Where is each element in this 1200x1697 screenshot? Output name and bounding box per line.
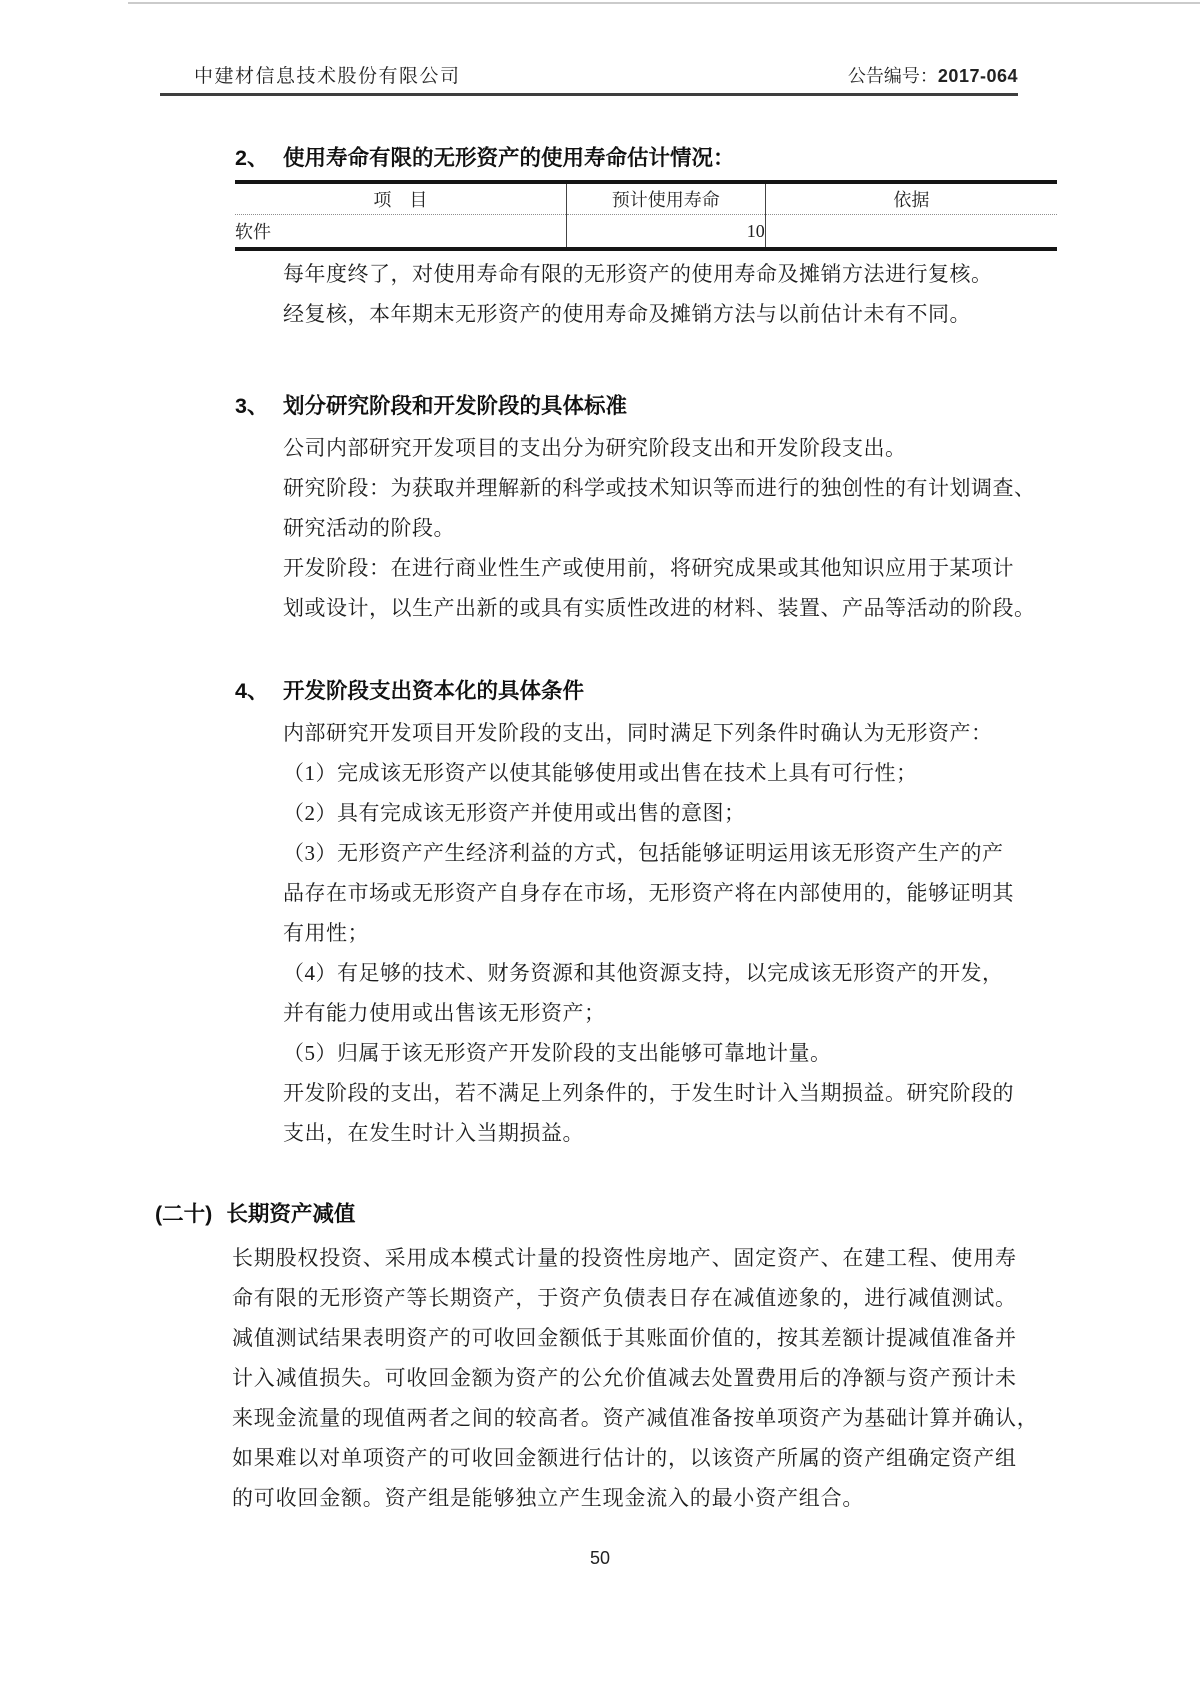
page-footer xyxy=(0,1548,1200,1569)
section-3-number: 3、 xyxy=(235,394,269,418)
paragraph-line: 命有限的无形资产等长期资产，于资产负债表日存在减值迹象的，进行减值测试。 xyxy=(232,1286,1017,1310)
section-2-heading xyxy=(235,138,1057,178)
table-header-item: 项 目 xyxy=(235,182,566,215)
table-header-row xyxy=(235,182,1057,215)
paragraph-line: （3）无形资产产生经济利益的方式，包括能够证明运用该无形资产生产的产 xyxy=(283,841,1004,865)
table-header-expected-life: 预计使用寿命 xyxy=(566,182,765,215)
page-number: 50 xyxy=(589,1548,611,1568)
table-cell-expected-life: 10 xyxy=(566,215,765,250)
document-body xyxy=(155,138,1057,1518)
paragraph-line: 如果难以对单项资产的可收回金额进行估计的，以该资产所属的资产组确定资产组 xyxy=(232,1446,1017,1470)
announcement-number-value: 2017-064 xyxy=(937,66,1018,86)
section-3-paragraph xyxy=(283,428,1057,628)
section-20-heading xyxy=(155,1194,1057,1234)
scan-artifact-top-line xyxy=(128,2,1200,4)
paragraph-line: （2）具有完成该无形资产并使用或出售的意图； xyxy=(283,801,746,825)
section-2-paragraph xyxy=(283,254,1057,334)
paragraph-line: 公司内部研究开发项目的支出分为研究阶段支出和开发阶段支出。 xyxy=(283,436,907,460)
paragraph-line: 划或设计，以生产出新的或具有实质性改进的材料、装置、产品等活动的阶段。 xyxy=(283,596,1036,620)
paragraph-line: （1）完成该无形资产以使其能够使用或出售在技术上具有可行性； xyxy=(283,761,918,785)
paragraph-line: 经复核，本年期末无形资产的使用寿命及摊销方法与以前估计未有不同。 xyxy=(283,302,971,326)
section-3-heading xyxy=(235,386,1057,426)
section-20-title: 长期资产减值 xyxy=(226,1202,356,1226)
section-4-number: 4、 xyxy=(235,679,269,703)
paragraph-line: 并有能力使用或出售该无形资产； xyxy=(283,1001,606,1025)
paragraph-line: （4）有足够的技术、财务资源和其他资源支持，以完成该无形资产的开发， xyxy=(283,961,1004,985)
paragraph-line: 有用性； xyxy=(283,921,369,945)
section-20-paragraph xyxy=(232,1238,1057,1518)
announcement-number xyxy=(848,62,1018,88)
paragraph-line: 每年度终了，对使用寿命有限的无形资产的使用寿命及摊销方法进行复核。 xyxy=(283,262,993,286)
page-header xyxy=(160,50,1018,96)
paragraph-line: 减值测试结果表明资产的可收回金额低于其账面价值的，按其差额计提减值准备并 xyxy=(232,1326,1017,1350)
paragraph-line: 品存在市场或无形资产自身存在市场，无形资产将在内部使用的，能够证明其 xyxy=(283,881,1014,905)
paragraph-line: 开发阶段：在进行商业性生产或使用前，将研究成果或其他知识应用于某项计 xyxy=(283,556,1014,580)
paragraph-line: 计入减值损失。可收回金额为资产的公允价值减去处置费用后的净额与资产预计未 xyxy=(232,1366,1017,1390)
section-2-title: 使用寿命有限的无形资产的使用寿命估计情况： xyxy=(283,146,735,170)
table-cell-basis xyxy=(765,215,1057,250)
paragraph-line: 内部研究开发项目开发阶段的支出，同时满足下列条件时确认为无形资产： xyxy=(283,721,993,745)
paragraph-line: 开发阶段的支出，若不满足上列条件的，于发生时计入当期损益。研究阶段的 xyxy=(283,1081,1014,1105)
section-20-number: (二十) xyxy=(155,1202,213,1226)
section-4-title: 开发阶段支出资本化的具体条件 xyxy=(283,679,585,703)
paragraph-line: 研究活动的阶段。 xyxy=(283,516,455,540)
company-name: 中建材信息技术股份有限公司 xyxy=(194,66,461,87)
useful-life-table xyxy=(235,180,1057,251)
paragraph-line: （5）归属于该无形资产开发阶段的支出能够可靠地计量。 xyxy=(283,1041,832,1065)
paragraph-line: 来现金流量的现值两者之间的较高者。资产减值准备按单项资产为基础计算并确认， xyxy=(232,1406,1039,1430)
section-2-number: 2、 xyxy=(235,146,269,170)
table-header-basis: 依据 xyxy=(765,182,1057,215)
paragraph-line: 支出，在发生时计入当期损益。 xyxy=(283,1121,584,1145)
paragraph-line: 的可收回金额。资产组是能够独立产生现金流入的最小资产组合。 xyxy=(232,1486,865,1510)
table-cell-item: 软件 xyxy=(235,222,271,242)
section-4-paragraph xyxy=(283,713,1057,1153)
paragraph-line: 长期股权投资、采用成本模式计量的投资性房地产、固定资产、在建工程、使用寿 xyxy=(232,1246,1017,1270)
announcement-number-label: 公告编号： xyxy=(847,66,938,86)
table-row xyxy=(235,215,1057,250)
section-4-heading xyxy=(235,671,1057,711)
paragraph-line: 研究阶段：为获取并理解新的科学或技术知识等而进行的独创性的有计划调查、 xyxy=(283,476,1036,500)
section-3-title: 划分研究阶段和开发阶段的具体标准 xyxy=(283,394,628,418)
